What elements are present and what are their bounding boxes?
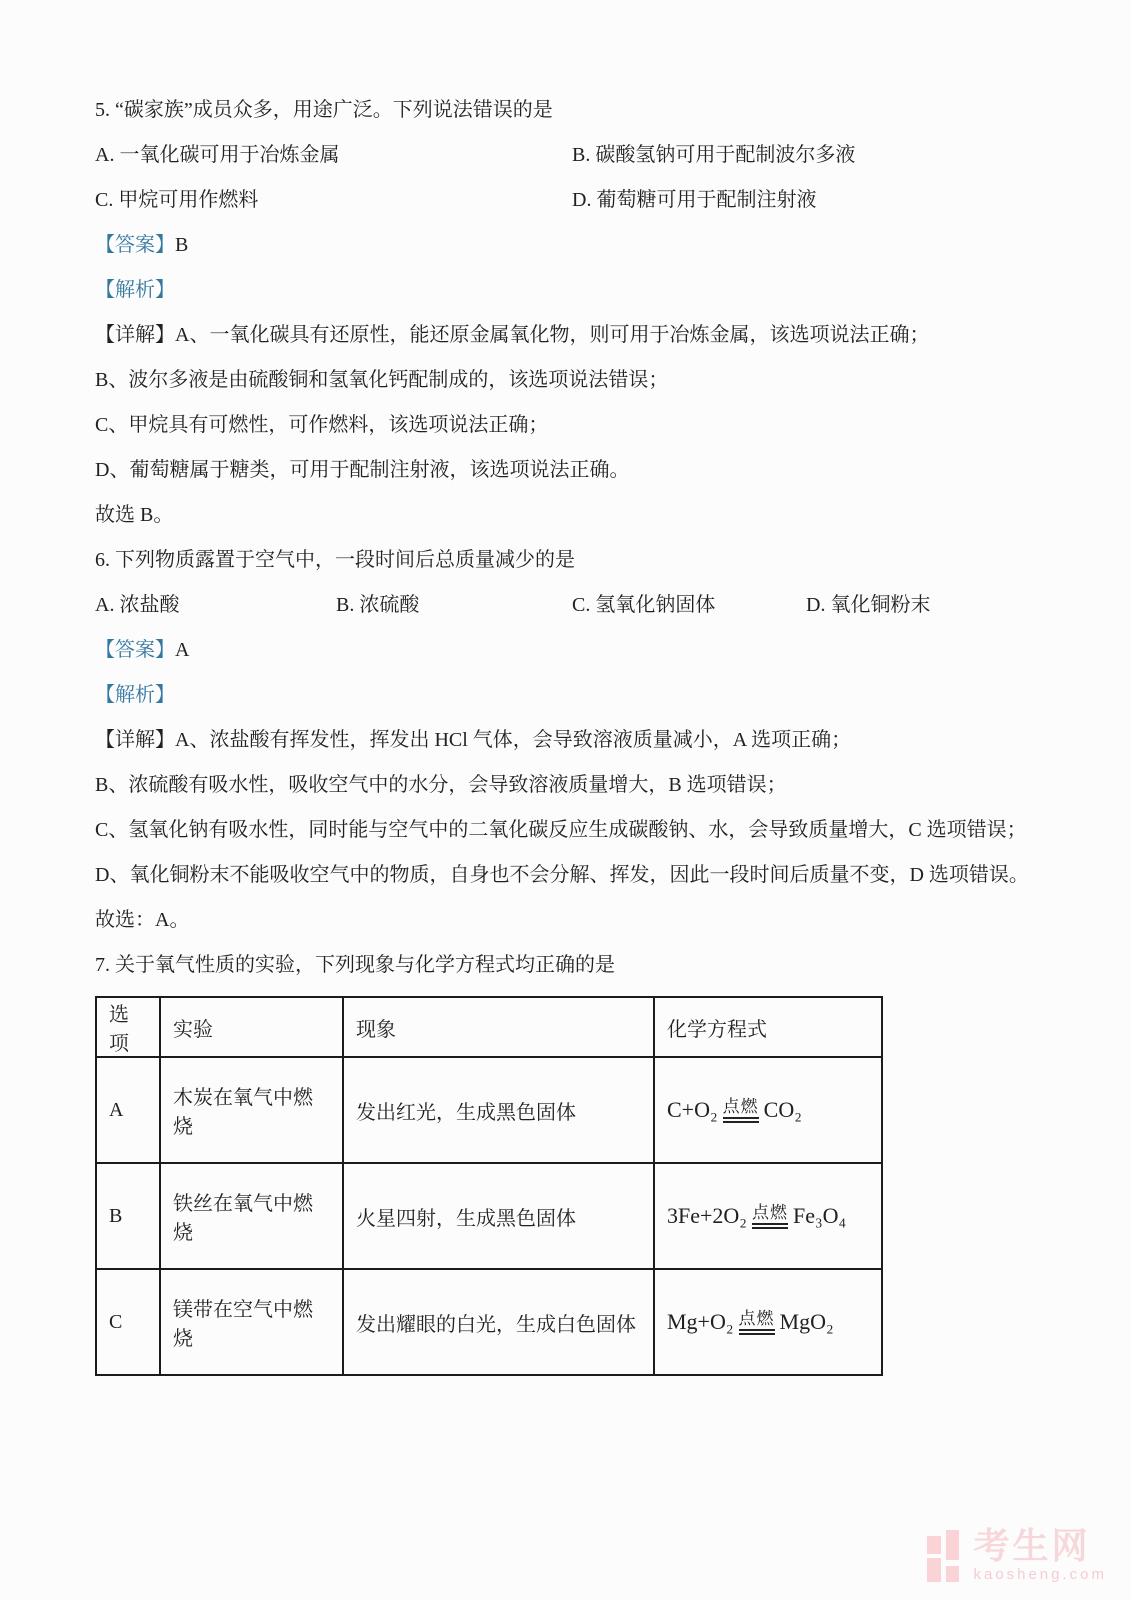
table-row bbox=[96, 1269, 882, 1375]
phenomenon-cell: 火星四射，生成黑色固体 bbox=[343, 1163, 654, 1269]
experiment-cell: 木炭在氧气中燃烧 bbox=[160, 1057, 343, 1163]
option-b: B. 浓硫酸 bbox=[336, 594, 420, 616]
analysis-label: 【解析】 bbox=[95, 279, 175, 301]
equation-cell bbox=[654, 1057, 882, 1163]
equation-lhs: 3Fe+2O₂ bbox=[667, 1203, 747, 1228]
options-row bbox=[95, 583, 1105, 628]
site-name: 考生网 bbox=[973, 1526, 1091, 1566]
detail-line: D、氧化铜粉末不能吸收空气中的物质，自身也不会分解、挥发，因此一段时间后质量不变，D 选项错误。 bbox=[95, 864, 1029, 886]
document-content bbox=[95, 88, 1105, 1376]
detail-line: B、浓硫酸有吸水性，吸收空气中的水分，会导致溶液质量增大，B 选项错误； bbox=[95, 774, 787, 796]
detail-line: D、葡萄糖属于糖类，可用于配制注射液，该选项说法正确。 bbox=[95, 459, 630, 481]
answer-line bbox=[95, 223, 1105, 268]
question-6-block bbox=[95, 538, 1105, 943]
question-title: 7. 关于氧气性质的实验，下列现象与化学方程式均正确的是 bbox=[95, 954, 615, 976]
option-a: A. 浓盐酸 bbox=[95, 594, 180, 616]
chemical-equation bbox=[667, 1309, 834, 1334]
option-c: C. 氢氧化钠固体 bbox=[572, 594, 716, 616]
detail-line: 【详解】A、一氧化碳具有还原性，能还原金属氧化物，则可用于冶炼金属，该选项说法正确； bbox=[95, 324, 930, 346]
detail-line: C、甲烷具有可燃性，可作燃料，该选项说法正确； bbox=[95, 414, 549, 436]
analysis-line bbox=[95, 268, 1105, 313]
analysis-label: 【解析】 bbox=[95, 684, 175, 706]
answer-value: B bbox=[175, 234, 189, 256]
double-line-icon bbox=[723, 1117, 759, 1123]
experiment-cell: 镁带在空气中燃烧 bbox=[160, 1269, 343, 1375]
option-d: D. 氧化铜粉末 bbox=[806, 594, 931, 616]
detail-line: B、波尔多液是由硫酸铜和氢氧化钙配制成的，该选项说法错误； bbox=[95, 369, 669, 391]
header-phenomenon: 现象 bbox=[343, 997, 654, 1057]
condition-label: 点燃 bbox=[722, 1097, 759, 1116]
header-option: 选项 bbox=[96, 997, 160, 1057]
site-watermark bbox=[927, 1528, 1107, 1582]
conclusion-line: 故选 B。 bbox=[95, 504, 174, 526]
option-cell: B bbox=[96, 1163, 160, 1269]
equation-cell bbox=[654, 1269, 882, 1375]
double-line-icon bbox=[739, 1329, 775, 1335]
option-cell: C bbox=[96, 1269, 160, 1375]
site-domain: kaosheng.com bbox=[973, 1566, 1107, 1583]
table-header-row bbox=[96, 997, 882, 1057]
question-title: 5. “碳家族”成员众多，用途广泛。下列说法错误的是 bbox=[95, 99, 553, 121]
experiment-cell: 铁丝在氧气中燃烧 bbox=[160, 1163, 343, 1269]
detail-line: C、氢氧化钠有吸水性，同时能与空气中的二氧化碳反应生成碳酸钠、水，会导致质量增大，C 选项错误； bbox=[95, 819, 1027, 841]
conclusion-line: 故选：A。 bbox=[95, 909, 190, 931]
options-row bbox=[95, 133, 1105, 178]
watermark-text bbox=[973, 1528, 1107, 1582]
kaosheng-logo-icon bbox=[927, 1530, 961, 1582]
phenomenon-cell: 发出耀眼的白光，生成白色固体 bbox=[343, 1269, 654, 1375]
detail-line: 【详解】A、浓盐酸有挥发性，挥发出 HCl 气体，会导致溶液质量减小，A 选项正确； bbox=[95, 729, 852, 751]
equation-cell bbox=[654, 1163, 882, 1269]
option-cell: A bbox=[96, 1057, 160, 1163]
reaction-condition bbox=[723, 1097, 759, 1123]
chemical-equation bbox=[667, 1097, 802, 1122]
chemical-equation bbox=[667, 1203, 846, 1228]
double-line-icon bbox=[752, 1223, 788, 1229]
analysis-line bbox=[95, 673, 1105, 718]
question-5-block bbox=[95, 88, 1105, 538]
condition-label: 点燃 bbox=[738, 1309, 775, 1328]
option-c: C. 甲烷可用作燃料 bbox=[95, 189, 259, 211]
answer-line bbox=[95, 628, 1105, 673]
question-title: 6. 下列物质露置于空气中，一段时间后总质量减少的是 bbox=[95, 549, 575, 571]
option-a: A. 一氧化碳可用于冶炼金属 bbox=[95, 144, 340, 166]
equation-rhs: Fe₃O₄ bbox=[792, 1203, 847, 1228]
answer-value: A bbox=[175, 639, 190, 661]
reaction-condition bbox=[752, 1203, 788, 1229]
option-d: D. 葡萄糖可用于配制注射液 bbox=[572, 189, 817, 211]
header-equation: 化学方程式 bbox=[654, 997, 882, 1057]
table-row bbox=[96, 1057, 882, 1163]
experiment-results-table bbox=[95, 996, 883, 1376]
phenomenon-cell: 发出红光，生成黑色固体 bbox=[343, 1057, 654, 1163]
condition-label: 点燃 bbox=[751, 1203, 788, 1222]
equation-rhs: MgO₂ bbox=[779, 1309, 834, 1334]
answer-label: 【答案】 bbox=[95, 234, 175, 256]
equation-lhs: Mg+O₂ bbox=[667, 1309, 734, 1334]
table-row bbox=[96, 1163, 882, 1269]
header-experiment: 实验 bbox=[160, 997, 343, 1057]
reaction-condition bbox=[739, 1309, 775, 1335]
equation-rhs: CO₂ bbox=[763, 1097, 802, 1122]
option-b: B. 碳酸氢钠可用于配制波尔多液 bbox=[572, 144, 856, 166]
question-7-block bbox=[95, 943, 1105, 1376]
answer-label: 【答案】 bbox=[95, 639, 175, 661]
options-row bbox=[95, 178, 1105, 223]
equation-lhs: C+O₂ bbox=[667, 1097, 718, 1122]
